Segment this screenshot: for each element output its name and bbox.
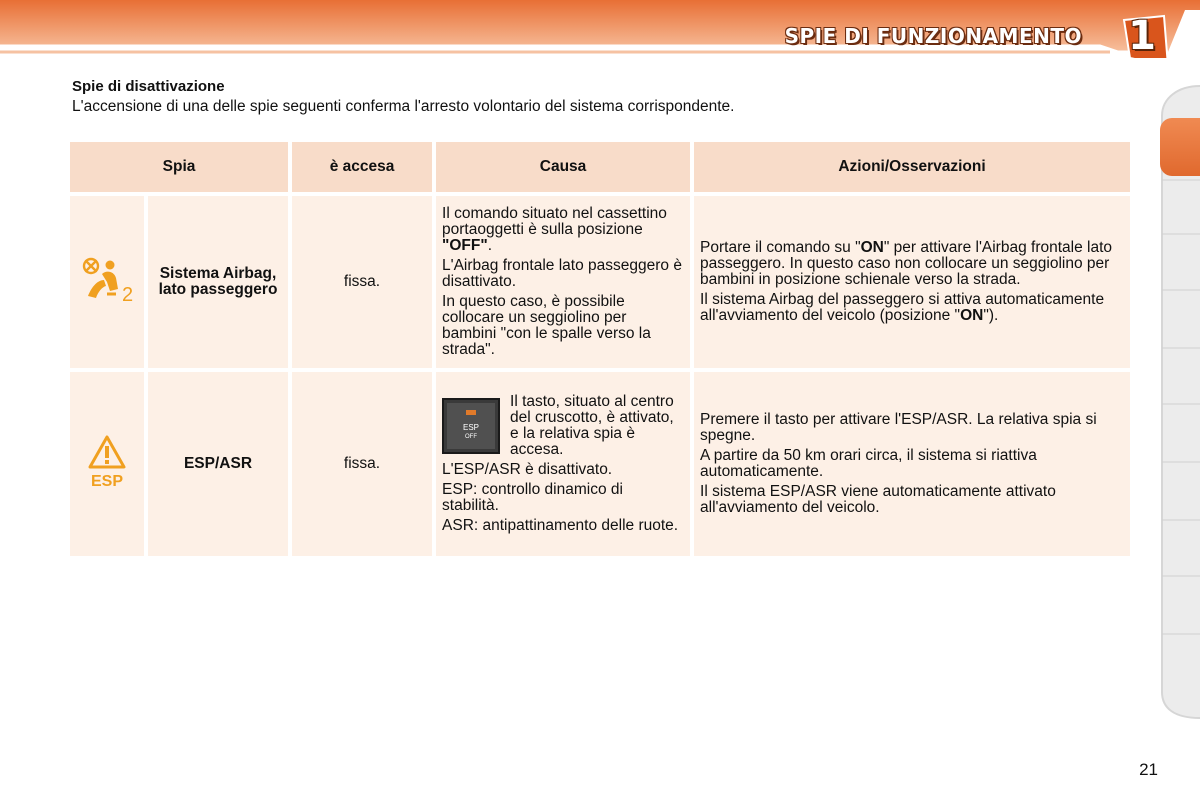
table-row-airbag <box>70 196 1130 368</box>
cause-paragraph: ASR: antipattinamento delle ruote. <box>442 517 679 534</box>
warning-name: Sistema Airbag, lato passeggero <box>148 196 288 368</box>
cause-paragraph: L'Airbag frontale lato passeggero è disattivato. <box>442 257 682 290</box>
side-chapter-tabs[interactable] <box>1158 82 1200 722</box>
cause-paragraph: L'ESP/ASR è disattivato. <box>442 461 613 478</box>
esp-icon-label: ESP <box>90 473 124 490</box>
column-header-azioni: Azioni/Osservazioni <box>694 142 1130 192</box>
esp-button-label: ESP <box>463 423 480 432</box>
action-paragraph: Il sistema ESP/ASR viene automaticamente attivato all'avviamento del veicolo. <box>700 483 1056 516</box>
side-tab-active[interactable] <box>1160 118 1200 176</box>
warning-name: ESP/ASR <box>148 372 288 556</box>
table-header-row <box>70 142 1130 192</box>
action-paragraph: A partire da 50 km orari circa, il sistema si riattiva automaticamente. <box>700 447 1037 480</box>
airbag-icon-number: 2 <box>122 284 134 304</box>
warning-state: fissa. <box>292 196 432 368</box>
cause-cell <box>436 372 690 556</box>
action-cell <box>694 372 1130 556</box>
action-cell <box>694 196 1130 368</box>
cause-paragraph: Il comando situato nel cassettino portaoggetti è sulla posizione "OFF". <box>442 205 667 254</box>
column-header-spia: Spia <box>70 142 288 192</box>
action-paragraph: Premere il tasto per attivare l'ESP/ASR. La relativa spia si spegne. <box>700 411 1097 444</box>
esp-off-button-icon <box>442 398 500 454</box>
icon-cell <box>70 196 144 368</box>
warning-lights-table <box>66 138 1134 560</box>
cause-cell <box>436 196 690 368</box>
section-heading: Spie di disattivazione <box>72 78 225 95</box>
column-header-accesa: è accesa <box>292 142 432 192</box>
page-number: 21 <box>1139 760 1158 779</box>
chapter-number: 1 <box>1128 13 1156 59</box>
page-title: SPIE DI FUNZIONAMENTO <box>784 24 1082 48</box>
action-paragraph: Il sistema Airbag del passeggero si attiva automaticamente all'avviamento del veicolo (posizione "ON"). <box>700 291 1105 324</box>
intro-paragraph: L'accensione di una delle spie seguenti conferma l'arresto volontario del sistema corrispondente. <box>72 98 735 115</box>
esp-button-off-label: OFF <box>465 434 478 440</box>
cause-paragraph: ESP: controllo dinamico di stabilità. <box>442 481 623 514</box>
column-header-causa: Causa <box>436 142 690 192</box>
esp-warning-icon <box>87 434 127 490</box>
airbag-off-warning-icon <box>80 256 134 304</box>
action-paragraph: Portare il comando su "ON" per attivare l'Airbag frontale lato passeggero. In questo caso non collocare un seggiolino per bambini in posizione schienale verso la strada. <box>700 239 1113 288</box>
table-row-esp <box>70 372 1130 556</box>
cause-paragraph: In questo caso, è possibile collocare un seggiolino per bambini "con le spalle verso la strada". <box>442 293 651 358</box>
icon-cell <box>70 372 144 556</box>
warning-state: fissa. <box>292 372 432 556</box>
cause-paragraph: Il tasto, situato al centro del cruscotto, è attivato, e la relativa spia è accesa. <box>510 393 674 458</box>
